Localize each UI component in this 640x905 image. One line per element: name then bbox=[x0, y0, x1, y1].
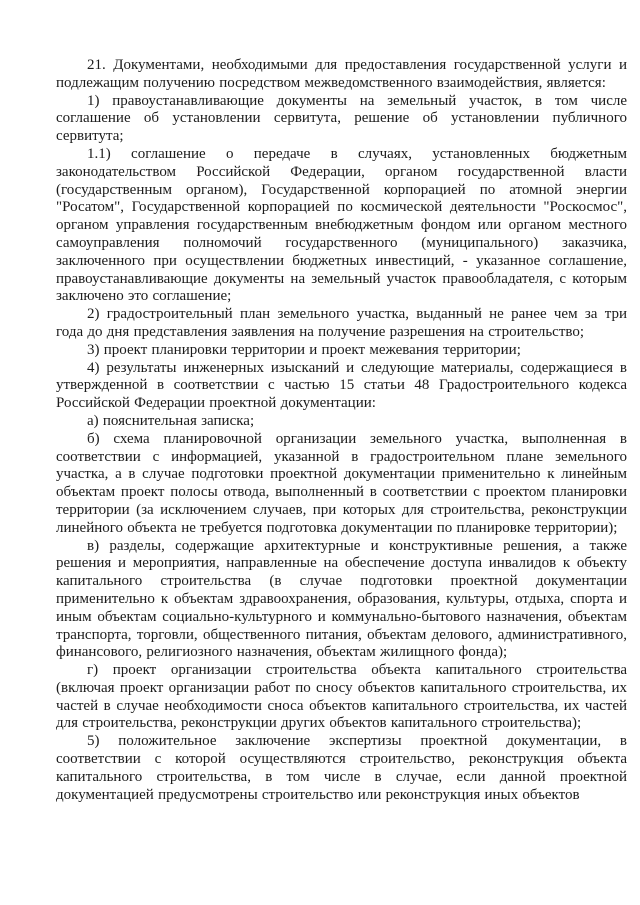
paragraph-item-1-1: 1.1) соглашение о передаче в случаях, установленных бюджетным законодательством Российской Федерации, органом государственной власти (государственным органом), Государственной корпорацией по атомной энергии "Росатом", Государственной корпорацией по космической деятельности "Роскосмос", органом управления государственным внебюджетным фондом или органом местного самоуправления полномочий государственного (муниципального) заказчика, заключенного при осуществлении бюджетных инвестиций, - указанное соглашение, правоустанавливающие документы на земельный участок правообладателя, с которым заключено это соглашение; bbox=[56, 145, 627, 305]
paragraph-item-1: 1) правоустанавливающие документы на земельный участок, в том числе соглашение об установлении сервитута, решение об установлении публичного сервитута; bbox=[56, 92, 627, 145]
paragraph-21-intro: 21. Документами, необходимыми для предоставления государственной услуги и подлежащим получению посредством межведомственного взаимодействия, является: bbox=[56, 57, 627, 91]
paragraph-item-2: 2) градостроительный план земельного участка, выданный не ранее чем за три года до дня представления заявления на получение разрешения на строительство; bbox=[56, 306, 627, 340]
paragraph-item-5: 5) положительное заключение экспертизы проектной документации, в соответствии с которой осуществляются строительство, реконструкция объекта капитального строительства, в том числе в случае, если данной проектной документацией предусмотрены строительство или реконструкция иных объектов bbox=[56, 733, 627, 803]
paragraph-item-4b: б) схема планировочной организации земельного участка, выполненная в соответствии с информацией, указанной в градостроительном плане земельного участка, а в случае подготовки проектной документации применительно к линейным объектам проект полосы отвода, выполненный в соответствии с проектом планировки территории (за исключением случаев, при которых для строительства, реконструкции линейного объекта не требуется подготовка документации по планировке территории); bbox=[56, 430, 627, 536]
paragraph-item-4a: а) пояснительная записка; bbox=[87, 412, 255, 429]
paragraph-item-4: 4) результаты инженерных изысканий и следующие материалы, содержащиеся в утвержденной в соответствии с частью 15 статьи 48 Градостроительного кодекса Российской Федерации проектной документации: bbox=[56, 359, 627, 412]
paragraph-item-4g: г) проект организации строительства объекта капитального строительства (включая проект организации работ по сносу объектов капитального строительства, их частей в случае необходимости сноса объектов капитального строительства, их частей для строительства, реконструкции других объектов капитального строительства); bbox=[56, 662, 627, 732]
paragraph-item-4v: в) разделы, содержащие архитектурные и конструктивные решения, а также решения и мероприятия, направленные на обеспечение доступа инвалидов к объекту капитального строительства (в случае подготовки проектной документации применительно к объектам здравоохранения, образования, культуры, отдыха, спорта и иным объектам социально-культурного и коммунально-бытового назначения, объектам транспорта, торговли, общественного питания, объектам делового, административного, финансового, религиозного назначения, объектам жилищного фонда); bbox=[56, 537, 627, 661]
paragraph-item-3: 3) проект планировки территории и проект межевания территории; bbox=[87, 341, 521, 358]
